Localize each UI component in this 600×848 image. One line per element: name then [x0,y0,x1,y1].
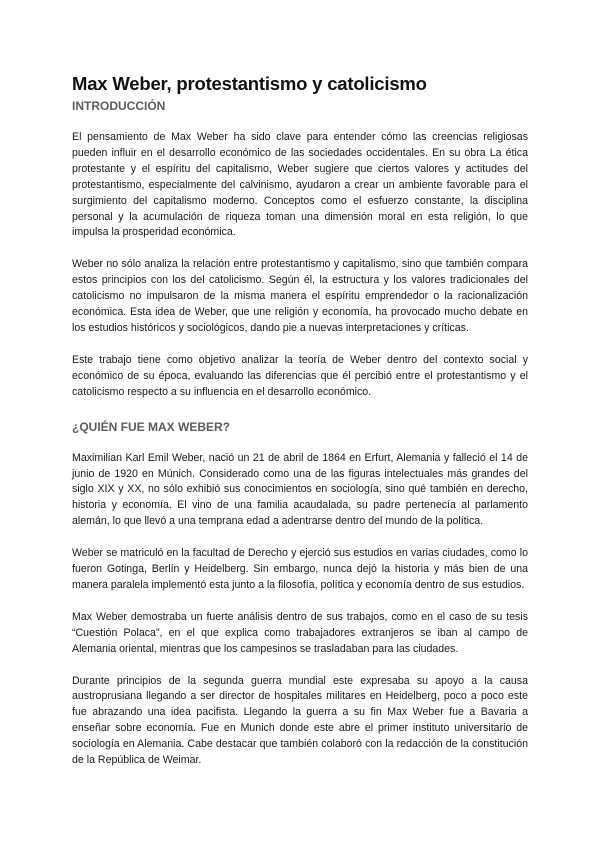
document-title: Max Weber, protestantismo y catolicismo [72,73,427,94]
bio-paragraph-3: Max Weber demostraba un fuerte análisis dentro de sus trabajos, como en el caso de su tesis “Cuestión Polaca”, en el que explica como trabajadores extranjeros se iban al campo de Alemania oriental, mientras que los campesinos se trasladaban para las ciudades. [72,610,528,655]
bio-paragraph-4: Durante principios de la segunda guerra mundial este expresaba su apoyo a la causa austroprusiana llegando a ser director de hospitales militares en Heidelberg, poco a poco este fue abrazando una idea pacifista. Llegando la guerra a su fin Max Weber fue a Bavaria a enseñar sobre economía. Fue en Munich donde este abre el primer instituto universitario de sociología en Alemania. Cabe destacar que también colaboró con la redacción de la constitución de la República de Weimar. [72,674,528,767]
section-heading-introduccion: INTRODUCCIÓN [72,99,166,113]
intro-paragraph-3: Este trabajo tiene como objetivo analizar la teoría de Weber dentro del contexto social y económico de su época, evaluando las diferencias que él percibió entre el protestantismo y el catolicismo respecto a su influencia en el desarrollo económico. [72,353,528,398]
intro-paragraph-2: Weber no sólo analiza la relación entre protestantismo y capitalismo, sino que también compara estos principios con los del catolicismo. Según él, la estructura y los valores tradicionales del catolicismo no impulsaron de la misma manera el espíritu emprendedor o la racionalización económica. Esta idea de Weber, que une religión y economía, ha provocado mucho debate en los estudios históricos y sociológicos, dando pie a nuevas interpretaciones y críticas. [72,258,528,334]
section-heading-quien-fue: ¿QUIÉN FUE MAX WEBER? [72,419,230,434]
bio-paragraph-2: Weber se matriculó en la facultad de Derecho y ejerció sus estudios en varias ciudades, como lo fueron Gotinga, Berlín y Heidelberg. Sin embargo, nunca dejó la historia y más bien de una manera paralela implementó esta junto a la filosofía, política y economía dentro de sus estudios. [72,547,528,591]
document-page [72,72,528,769]
intro-paragraph-1: El pensamiento de Max Weber ha sido clave para entender cómo las creencias religiosas pueden influir en el desarrollo económico de las sociedades occidentales. En su obra La ética protestante y el espíritu del capitalismo, Weber sugiere que ciertos valores y actitudes del protestantismo, especialmente del calvinismo, ayudaron a crear un ambiente favorable para el surgimiento del capitalismo moderno. Conceptos como el esfuerzo constante, la disciplina personal y la acumulación de riqueza toman una dimensión moral en esta religión, lo que impulsa la prosperidad económica. [72,131,528,239]
bio-paragraph-1: Maximilian Karl Emil Weber, nació un 21 de abril de 1864 en Erfurt, Alemania y falleció el 14 de junio de 1920 en Múnich. Considerado como una de las figuras intelectuales más grandes del siglo XIX y XX, no sólo exhibió sus conocimientos en sociología, sino qué también en derecho, historia y economía. El vino de una familia acaudalada, su padre pertenecía al parlamento alemán, lo que llevó a una temprana edad a adentrarse dentro del mundo de la política. [72,451,528,528]
